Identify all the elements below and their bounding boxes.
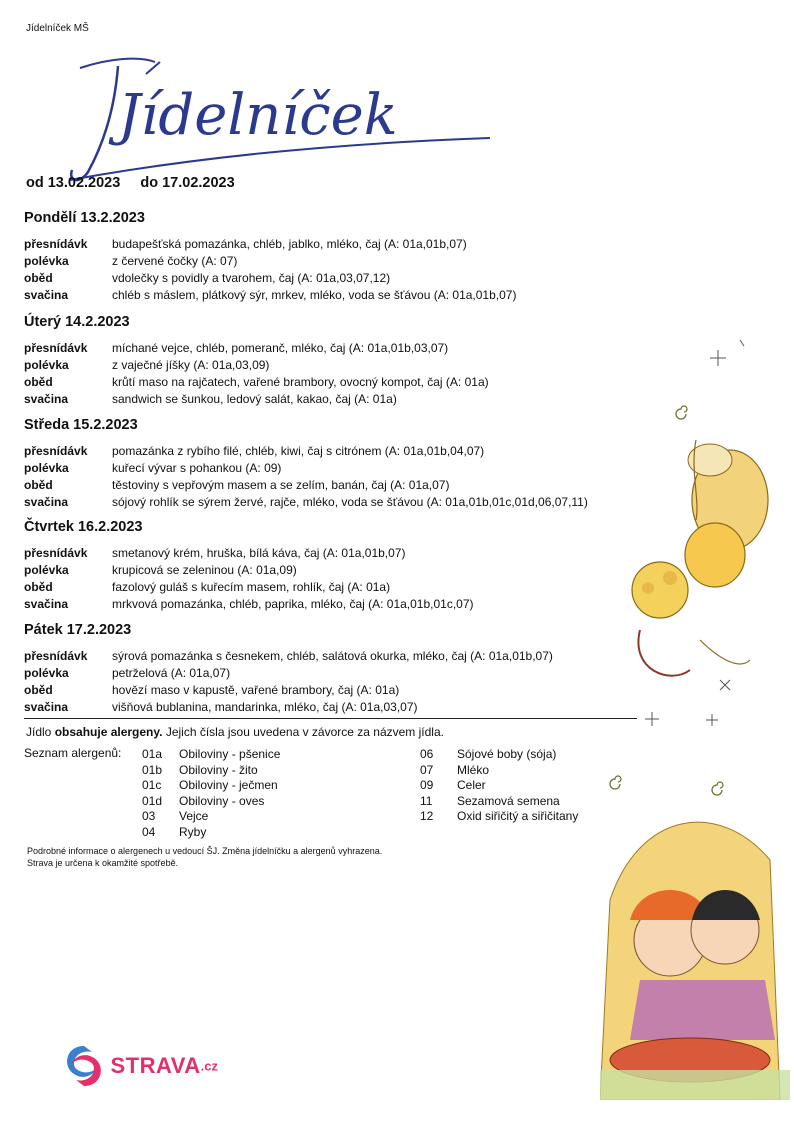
allergen-name: Obiloviny - oves xyxy=(179,793,265,808)
allergen-name: Oxid siřičitý a siřičitany xyxy=(457,809,579,823)
footnote-line-2: Strava je určena k okamžité spotřebě. xyxy=(27,858,179,868)
allergen-name: Vejce xyxy=(179,809,209,823)
meal-description: sandwich se šunkou, ledový salát, kakao, čaj (A: 01a) xyxy=(112,392,397,406)
meal-description: krupicová se zeleninou (A: 01a,09) xyxy=(112,563,297,577)
meal-type: přesnídávk xyxy=(24,237,88,251)
meal-description: z červené čočky (A: 07) xyxy=(112,254,238,268)
allergen-code: 04 xyxy=(142,824,156,839)
meal-description: krůtí maso na rajčatech, vařené brambory, ovocný kompot, čaj (A: 01a) xyxy=(112,375,489,389)
allergen-code: 11 xyxy=(420,793,433,808)
allergen-code: 03 xyxy=(142,809,156,823)
allergen-code: 09 xyxy=(420,778,434,792)
strava-brand-logo xyxy=(60,1042,218,1090)
strava-swirl-icon xyxy=(60,1042,106,1090)
meal-type: polévka xyxy=(24,254,69,268)
meal-type: polévka xyxy=(24,461,69,475)
allergen-name: Mléko xyxy=(457,762,490,777)
meal-description: petrželová (A: 01a,07) xyxy=(112,666,231,680)
meal-description: fazolový guláš s kuřecím masem, rohlík, čaj (A: 01a) xyxy=(112,580,391,594)
meal-description: sójový rohlík se sýrem žervé, rajče, mléko, voda se šťávou (A: 01a,01b,01c,01d,06,07,11) xyxy=(112,495,588,509)
day-heading: Středa 15.2.2023 xyxy=(24,417,138,433)
meal-description: hovězí maso v kapustě, vařené brambory, čaj (A: 01a) xyxy=(112,683,400,697)
day-heading: Čtvrtek 16.2.2023 xyxy=(24,519,143,535)
handwritten-title-logo xyxy=(60,52,500,192)
logo-title-text: Jídelníček xyxy=(118,83,398,148)
allergen-code: 12 xyxy=(420,809,434,823)
meal-type: svačina xyxy=(24,597,69,611)
day-heading: Pondělí 13.2.2023 xyxy=(24,210,145,226)
allergen-name: Sójové boby (sója) xyxy=(457,747,557,761)
meal-type: přesnídávk xyxy=(24,341,88,355)
meal-type: svačina xyxy=(24,392,69,406)
allergen-name: Obiloviny - ječmen xyxy=(179,778,278,792)
meal-type: svačina xyxy=(24,700,69,714)
meal-type: oběd xyxy=(24,478,53,492)
allergen-name: Obiloviny - pšenice xyxy=(179,747,281,761)
children-figure xyxy=(600,822,790,1100)
meal-description: míchané vejce, chléb, pomeranč, mléko, čaj (A: 01a,01b,03,07) xyxy=(112,341,449,355)
meal-description: chléb s máslem, plátkový sýr, mrkev, mléko, voda se šťávou (A: 01a,01b,07) xyxy=(112,288,517,302)
meal-type: přesnídávk xyxy=(24,649,88,663)
meal-description: těstoviny s vepřovým masem a se zelím, banán, čaj (A: 01a,07) xyxy=(112,478,450,492)
meal-description: višňová bublanina, mandarinka, mléko, čaj (A: 01a,03,07) xyxy=(112,700,418,714)
meal-description: pomazánka z rybího filé, chléb, kiwi, čaj s citrónem (A: 01a,01b,04,07) xyxy=(112,444,485,458)
strava-brand-name: STRAVA xyxy=(110,1053,201,1078)
meal-type: polévka xyxy=(24,666,69,680)
allergen-code: 01a xyxy=(142,747,163,761)
allergen-code: 01b xyxy=(142,762,163,777)
allergen-name: Celer xyxy=(457,778,486,792)
meal-type: oběd xyxy=(24,271,53,285)
meal-type: svačina xyxy=(24,288,69,302)
allergen-list-label: Seznam alergenů: xyxy=(24,746,122,760)
meal-type: přesnídávk xyxy=(24,546,88,560)
allergen-code: 01d xyxy=(142,793,163,808)
day-heading: Úterý 14.2.2023 xyxy=(24,314,130,330)
meal-description: kuřecí vývar s pohankou (A: 09) xyxy=(112,461,282,475)
date-range xyxy=(26,175,251,191)
meal-type: přesnídávk xyxy=(24,444,88,458)
allergen-name: Ryby xyxy=(179,824,207,839)
allergen-name: Sezamová semena xyxy=(457,793,560,808)
day-heading: Pátek 17.2.2023 xyxy=(24,622,132,638)
footnote-line-1: Podrobné informace o alergenech u vedoucí ŠJ. Změna jídelníčku a alergenů vyhrazena. xyxy=(27,846,383,856)
meal-description: budapešťská pomazánka, chléb, jablko, mléko, čaj (A: 01a,01b,07) xyxy=(112,237,467,251)
meal-description: z vaječné jíšky (A: 01a,03,09) xyxy=(112,358,270,372)
divider-line xyxy=(24,718,637,719)
meal-type: polévka xyxy=(24,358,69,372)
allergen-name: Obiloviny - žito xyxy=(179,762,258,777)
allergen-code: 06 xyxy=(420,747,434,761)
meal-description: mrkvová pomazánka, chléb, paprika, mléko, čaj (A: 01a,01b,01c,07) xyxy=(112,597,474,611)
cupid-figure xyxy=(632,440,768,676)
meal-type: oběd xyxy=(24,375,53,389)
date-from: od 13.02.2023 xyxy=(26,175,121,191)
meal-type: polévka xyxy=(24,563,69,577)
meal-description: vdolečky s povidly a tvarohem, čaj (A: 01a,03,07,12) xyxy=(112,271,391,285)
page-small-title: Jídelníček MŠ xyxy=(26,23,89,34)
meal-description: smetanový krém, hruška, bílá káva, čaj (A: 01a,01b,07) xyxy=(112,546,406,560)
date-to: do 17.02.2023 xyxy=(140,175,235,191)
allergen-code: 01c xyxy=(142,778,162,792)
footnote xyxy=(27,845,382,869)
meal-type: svačina xyxy=(24,495,69,509)
strava-brand-suffix: .cz xyxy=(200,1058,218,1074)
cupid-and-children-illustration xyxy=(600,340,790,1100)
meal-type: oběd xyxy=(24,683,53,697)
allergen-note: Jídlo obsahuje alergeny. Jejich čísla jsou uvedena v závorce za názvem jídla. xyxy=(26,725,444,739)
allergen-code: 07 xyxy=(420,762,434,777)
meal-type: oběd xyxy=(24,580,53,594)
meal-description: sýrová pomazánka s česnekem, chléb, salátová okurka, mléko, čaj (A: 01a,01b,07) xyxy=(112,649,553,663)
